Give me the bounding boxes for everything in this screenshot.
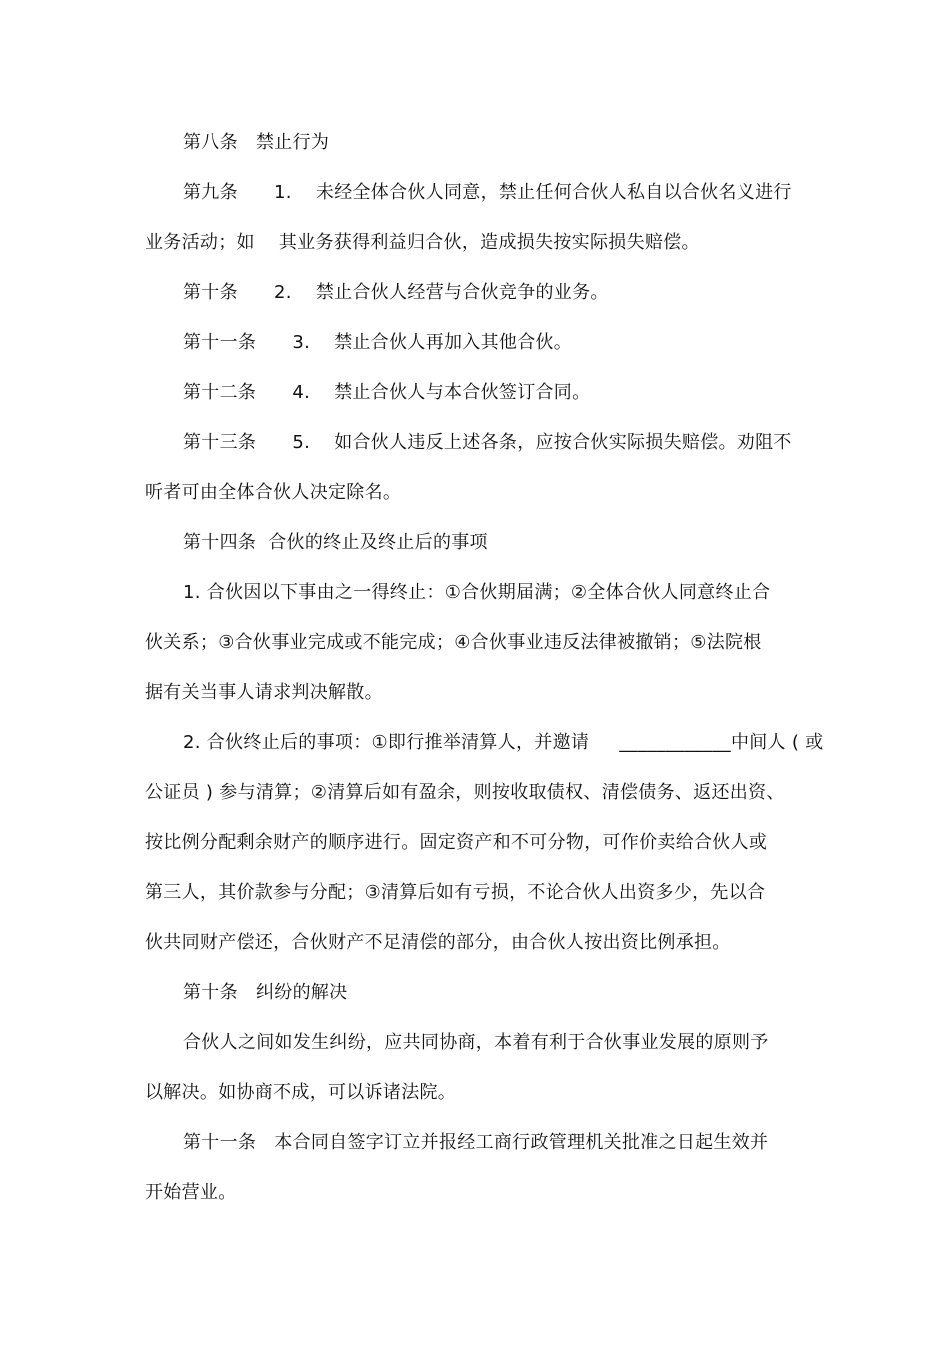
termination-item-2-line-5: 伙共同财产偿还，合伙财产不足清偿的部分，由合伙人按出资比例承担。 xyxy=(145,932,731,953)
termination-item-2-line-1: 2. 合伙终止后的事项：①即行推举清算人，并邀请 ____________中间人 ( 或 xyxy=(183,732,824,753)
article-13-line-1: 第十三条 5. 如合伙人违反上述各条，应按合伙实际损失赔偿。劝阻不 xyxy=(183,432,792,453)
dispute-heading: 第十条 纠纷的解决 xyxy=(183,982,348,1003)
article-9-line-2: 业务活动；如 其业务获得利益归合伙，造成损失按实际损失赔偿。 xyxy=(145,232,700,253)
termination-item-2-line-2: 公证员 ) 参与清算；②清算后如有盈余，则按收取债权、清偿债务、返还出资、 xyxy=(145,782,785,803)
article-11-line: 第十一条 3. 禁止合伙人再加入其他合伙。 xyxy=(183,332,573,353)
dispute-line-1: 合伙人之间如发生纠纷，应共同协商，本着有利于合伙事业发展的原则予 xyxy=(183,1032,769,1053)
termination-item-2-line-4: 第三人，其价款参与分配；③清算后如有亏损，不论合伙人出资多少，先以合 xyxy=(145,882,766,903)
dispute-line-2: 以解决。如协商不成，可以诉诸法院。 xyxy=(145,1082,457,1103)
article-9-line-1: 第九条 1. 未经全体合伙人同意，禁止任何合伙人私自以合伙名义进行 xyxy=(183,182,792,203)
effective-clause-line-2: 开始营业。 xyxy=(145,1182,237,1203)
termination-item-2-line-3: 按比例分配剩余财产的顺序进行。固定资产和不可分物，可作价卖给合伙人或 xyxy=(145,832,768,853)
article-10-line: 第十条 2. 禁止合伙人经营与合伙竞争的业务。 xyxy=(183,282,609,303)
article-8-heading: 第八条 禁止行为 xyxy=(183,132,330,153)
termination-item-1-line-2: 伙关系；③合伙事业完成或不能完成；④合伙事业违反法律被撤销；⑤法院根 xyxy=(145,632,762,653)
article-14-heading: 第十四条 合伙的终止及终止后的事项 xyxy=(183,532,488,553)
termination-item-1-line-3: 据有关当事人请求判决解散。 xyxy=(145,682,383,703)
article-12-line: 第十二条 4. 禁止合伙人与本合伙签订合同。 xyxy=(183,382,591,403)
termination-item-1-line-1: 1. 合伙因以下事由之一得终止：①合伙期届满；②全体合伙人同意终止合 xyxy=(183,582,771,603)
effective-clause-line-1: 第十一条 本合同自签字订立并报经工商行政管理机关批准之日起生效并 xyxy=(183,1132,769,1153)
article-13-line-2: 听者可由全体合伙人决定除名。 xyxy=(145,482,402,503)
